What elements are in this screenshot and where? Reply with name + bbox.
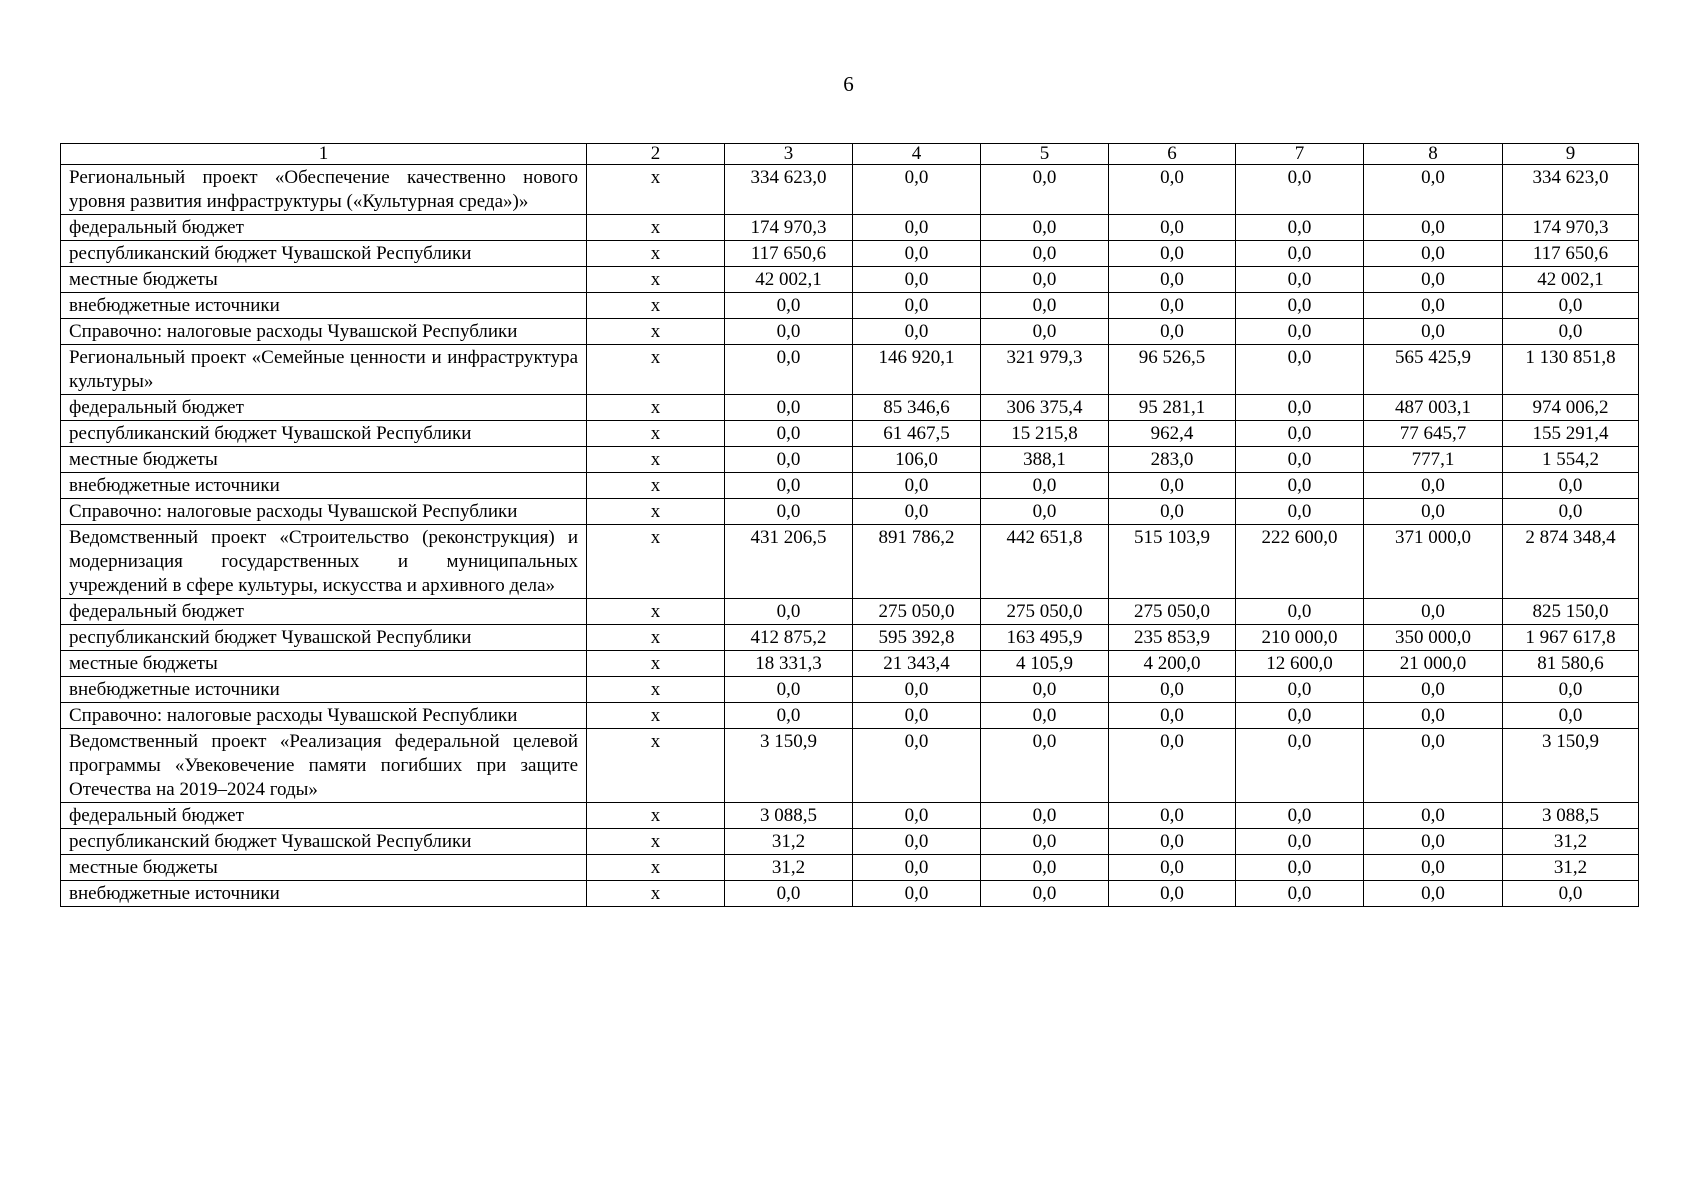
value-cell: 412 875,2 [725, 625, 853, 651]
value-cell: 0,0 [1109, 703, 1236, 729]
row-col2-cell: х [587, 803, 725, 829]
header-cell: 9 [1503, 144, 1639, 165]
header-cell: 4 [853, 144, 981, 165]
value-cell: 0,0 [981, 267, 1109, 293]
value-cell: 0,0 [1109, 215, 1236, 241]
value-cell: 777,1 [1364, 447, 1503, 473]
value-cell: 388,1 [981, 447, 1109, 473]
value-cell: 2 874 348,4 [1503, 525, 1639, 599]
value-cell: 0,0 [725, 447, 853, 473]
header-cell: 3 [725, 144, 853, 165]
value-cell: 0,0 [981, 473, 1109, 499]
value-cell: 0,0 [853, 499, 981, 525]
table-row [61, 499, 1639, 525]
value-cell: 0,0 [1109, 829, 1236, 855]
value-cell: 0,0 [1109, 241, 1236, 267]
value-cell: 0,0 [1236, 829, 1364, 855]
value-cell: 0,0 [981, 729, 1109, 803]
value-cell: 595 392,8 [853, 625, 981, 651]
table-row [61, 599, 1639, 625]
value-cell: 96 526,5 [1109, 345, 1236, 395]
value-cell: 0,0 [853, 293, 981, 319]
row-name-cell: республиканский бюджет Чувашской Республики [61, 625, 587, 651]
table-row [61, 395, 1639, 421]
row-col2-cell: х [587, 829, 725, 855]
value-cell: 0,0 [853, 881, 981, 907]
value-cell: 77 645,7 [1364, 421, 1503, 447]
table-row [61, 421, 1639, 447]
value-cell: 0,0 [1236, 293, 1364, 319]
value-cell: 0,0 [1109, 855, 1236, 881]
table-row [61, 703, 1639, 729]
table-row [61, 829, 1639, 855]
value-cell: 283,0 [1109, 447, 1236, 473]
value-cell: 174 970,3 [725, 215, 853, 241]
row-name-cell: федеральный бюджет [61, 599, 587, 625]
value-cell: 0,0 [1503, 293, 1639, 319]
value-cell: 85 346,6 [853, 395, 981, 421]
value-cell: 21 000,0 [1364, 651, 1503, 677]
value-cell: 0,0 [853, 319, 981, 345]
value-cell: 0,0 [1236, 241, 1364, 267]
value-cell: 31,2 [1503, 855, 1639, 881]
value-cell: 4 105,9 [981, 651, 1109, 677]
value-cell: 321 979,3 [981, 345, 1109, 395]
row-name-cell: федеральный бюджет [61, 803, 587, 829]
value-cell: 0,0 [1236, 677, 1364, 703]
value-cell: 31,2 [1503, 829, 1639, 855]
row-col2-cell: х [587, 729, 725, 803]
value-cell: 0,0 [1236, 421, 1364, 447]
row-name-cell: внебюджетные источники [61, 293, 587, 319]
row-name-cell: Региональный проект «Семейные ценности и инфраструктура культуры» [61, 345, 587, 395]
value-cell: 0,0 [1364, 319, 1503, 345]
value-cell: 0,0 [1364, 499, 1503, 525]
value-cell: 515 103,9 [1109, 525, 1236, 599]
value-cell: 0,0 [725, 881, 853, 907]
value-cell: 0,0 [853, 677, 981, 703]
row-name-cell: Ведомственный проект «Строительство (реконструкция) и модернизация государственных и муниципальных учреждений в сфере культуры, искусства и архивного дела» [61, 525, 587, 599]
value-cell: 0,0 [1236, 165, 1364, 215]
value-cell: 0,0 [1364, 215, 1503, 241]
value-cell: 21 343,4 [853, 651, 981, 677]
row-name-cell: республиканский бюджет Чувашской Республики [61, 421, 587, 447]
row-name-cell: республиканский бюджет Чувашской Республики [61, 829, 587, 855]
table-row [61, 215, 1639, 241]
value-cell: 0,0 [1236, 703, 1364, 729]
value-cell: 0,0 [1364, 803, 1503, 829]
value-cell: 442 651,8 [981, 525, 1109, 599]
row-col2-cell: х [587, 703, 725, 729]
table-row [61, 729, 1639, 803]
row-col2-cell: х [587, 241, 725, 267]
value-cell: 0,0 [981, 499, 1109, 525]
value-cell: 0,0 [1364, 267, 1503, 293]
row-col2-cell: х [587, 625, 725, 651]
row-col2-cell: х [587, 267, 725, 293]
value-cell: 0,0 [981, 241, 1109, 267]
value-cell: 0,0 [981, 855, 1109, 881]
value-cell: 0,0 [725, 703, 853, 729]
value-cell: 487 003,1 [1364, 395, 1503, 421]
value-cell: 0,0 [1364, 599, 1503, 625]
value-cell: 0,0 [1364, 165, 1503, 215]
value-cell: 81 580,6 [1503, 651, 1639, 677]
value-cell: 210 000,0 [1236, 625, 1364, 651]
value-cell: 0,0 [853, 165, 981, 215]
value-cell: 0,0 [1236, 395, 1364, 421]
row-col2-cell: х [587, 499, 725, 525]
row-col2-cell: х [587, 345, 725, 395]
table-row [61, 293, 1639, 319]
value-cell: 163 495,9 [981, 625, 1109, 651]
value-cell: 0,0 [1503, 319, 1639, 345]
value-cell: 0,0 [853, 829, 981, 855]
value-cell: 0,0 [725, 421, 853, 447]
value-cell: 0,0 [853, 215, 981, 241]
value-cell: 0,0 [1364, 829, 1503, 855]
value-cell: 235 853,9 [1109, 625, 1236, 651]
row-name-cell: Справочно: налоговые расходы Чувашской Республики [61, 499, 587, 525]
table-row [61, 803, 1639, 829]
row-col2-cell: х [587, 677, 725, 703]
value-cell: 3 150,9 [1503, 729, 1639, 803]
value-cell: 0,0 [1364, 881, 1503, 907]
table-row [61, 165, 1639, 215]
value-cell: 0,0 [1364, 241, 1503, 267]
table-row [61, 473, 1639, 499]
value-cell: 95 281,1 [1109, 395, 1236, 421]
table-row [61, 267, 1639, 293]
value-cell: 275 050,0 [1109, 599, 1236, 625]
value-cell: 42 002,1 [1503, 267, 1639, 293]
value-cell: 0,0 [1109, 319, 1236, 345]
table-row [61, 881, 1639, 907]
value-cell: 3 088,5 [1503, 803, 1639, 829]
row-name-cell: местные бюджеты [61, 651, 587, 677]
value-cell: 0,0 [981, 677, 1109, 703]
value-cell: 0,0 [1109, 499, 1236, 525]
row-col2-cell: х [587, 599, 725, 625]
row-name-cell: Региональный проект «Обеспечение качественно нового уровня развития инфраструктуры («Культурная среда»)» [61, 165, 587, 215]
value-cell: 0,0 [1503, 473, 1639, 499]
value-cell: 275 050,0 [853, 599, 981, 625]
value-cell: 31,2 [725, 855, 853, 881]
value-cell: 0,0 [1364, 729, 1503, 803]
value-cell: 431 206,5 [725, 525, 853, 599]
row-name-cell: республиканский бюджет Чувашской Республики [61, 241, 587, 267]
table-row [61, 447, 1639, 473]
row-name-cell: внебюджетные источники [61, 677, 587, 703]
value-cell: 0,0 [1236, 499, 1364, 525]
value-cell: 0,0 [1503, 677, 1639, 703]
value-cell: 371 000,0 [1364, 525, 1503, 599]
value-cell: 0,0 [1364, 473, 1503, 499]
row-col2-cell: х [587, 165, 725, 215]
table-row [61, 345, 1639, 395]
value-cell: 0,0 [1109, 729, 1236, 803]
value-cell: 306 375,4 [981, 395, 1109, 421]
value-cell: 334 623,0 [725, 165, 853, 215]
value-cell: 0,0 [1109, 293, 1236, 319]
value-cell: 0,0 [853, 703, 981, 729]
row-name-cell: федеральный бюджет [61, 395, 587, 421]
row-col2-cell: х [587, 651, 725, 677]
value-cell: 0,0 [981, 803, 1109, 829]
row-name-cell: Справочно: налоговые расходы Чувашской Республики [61, 703, 587, 729]
value-cell: 117 650,6 [1503, 241, 1639, 267]
value-cell: 0,0 [1364, 677, 1503, 703]
table-row [61, 525, 1639, 599]
value-cell: 12 600,0 [1236, 651, 1364, 677]
value-cell: 334 623,0 [1503, 165, 1639, 215]
value-cell: 565 425,9 [1364, 345, 1503, 395]
table-row [61, 677, 1639, 703]
value-cell: 31,2 [725, 829, 853, 855]
value-cell: 0,0 [1236, 447, 1364, 473]
row-name-cell: местные бюджеты [61, 267, 587, 293]
row-name-cell: местные бюджеты [61, 855, 587, 881]
value-cell: 0,0 [725, 473, 853, 499]
value-cell: 0,0 [1236, 473, 1364, 499]
table-row [61, 241, 1639, 267]
value-cell: 0,0 [981, 703, 1109, 729]
value-cell: 0,0 [981, 293, 1109, 319]
value-cell: 18 331,3 [725, 651, 853, 677]
value-cell: 0,0 [981, 319, 1109, 345]
budget-table [60, 143, 1639, 907]
value-cell: 155 291,4 [1503, 421, 1639, 447]
value-cell: 0,0 [1236, 319, 1364, 345]
value-cell: 0,0 [1236, 345, 1364, 395]
value-cell: 61 467,5 [853, 421, 981, 447]
value-cell: 0,0 [1236, 215, 1364, 241]
value-cell: 0,0 [1236, 855, 1364, 881]
value-cell: 0,0 [725, 345, 853, 395]
value-cell: 0,0 [853, 803, 981, 829]
value-cell: 0,0 [725, 499, 853, 525]
table-row [61, 625, 1639, 651]
value-cell: 825 150,0 [1503, 599, 1639, 625]
value-cell: 3 088,5 [725, 803, 853, 829]
header-cell: 5 [981, 144, 1109, 165]
table-row [61, 651, 1639, 677]
value-cell: 4 200,0 [1109, 651, 1236, 677]
page-number: 6 [843, 72, 854, 96]
header-cell: 6 [1109, 144, 1236, 165]
value-cell: 0,0 [853, 267, 981, 293]
header-cell: 2 [587, 144, 725, 165]
value-cell: 106,0 [853, 447, 981, 473]
value-cell: 0,0 [853, 729, 981, 803]
value-cell: 0,0 [981, 215, 1109, 241]
row-col2-cell: х [587, 473, 725, 499]
row-col2-cell: х [587, 855, 725, 881]
row-col2-cell: х [587, 293, 725, 319]
header-cell: 8 [1364, 144, 1503, 165]
value-cell: 350 000,0 [1364, 625, 1503, 651]
value-cell: 174 970,3 [1503, 215, 1639, 241]
value-cell: 0,0 [853, 241, 981, 267]
value-cell: 0,0 [1236, 881, 1364, 907]
header-row [61, 144, 1639, 165]
table-row [61, 855, 1639, 881]
value-cell: 962,4 [1109, 421, 1236, 447]
row-name-cell: местные бюджеты [61, 447, 587, 473]
value-cell: 0,0 [1364, 293, 1503, 319]
value-cell: 0,0 [981, 881, 1109, 907]
table-row [61, 319, 1639, 345]
value-cell: 0,0 [1109, 267, 1236, 293]
value-cell: 0,0 [1109, 473, 1236, 499]
value-cell: 0,0 [1364, 855, 1503, 881]
row-col2-cell: х [587, 881, 725, 907]
value-cell: 0,0 [1236, 803, 1364, 829]
value-cell: 1 967 617,8 [1503, 625, 1639, 651]
value-cell: 0,0 [1503, 881, 1639, 907]
row-col2-cell: х [587, 395, 725, 421]
row-col2-cell: х [587, 215, 725, 241]
value-cell: 3 150,9 [725, 729, 853, 803]
table-body [61, 144, 1639, 907]
value-cell: 117 650,6 [725, 241, 853, 267]
value-cell: 275 050,0 [981, 599, 1109, 625]
value-cell: 0,0 [1109, 803, 1236, 829]
row-name-cell: федеральный бюджет [61, 215, 587, 241]
row-name-cell: Ведомственный проект «Реализация федеральной целевой программы «Увековечение памяти погибших при защите Отечества на 2019–2024 годы» [61, 729, 587, 803]
value-cell: 0,0 [1236, 599, 1364, 625]
value-cell: 0,0 [725, 319, 853, 345]
value-cell: 0,0 [1503, 703, 1639, 729]
value-cell: 42 002,1 [725, 267, 853, 293]
value-cell: 0,0 [1236, 729, 1364, 803]
value-cell: 0,0 [1109, 677, 1236, 703]
value-cell: 0,0 [1236, 267, 1364, 293]
row-name-cell: Справочно: налоговые расходы Чувашской Республики [61, 319, 587, 345]
header-cell: 7 [1236, 144, 1364, 165]
value-cell: 891 786,2 [853, 525, 981, 599]
row-col2-cell: х [587, 525, 725, 599]
header-cell: 1 [61, 144, 587, 165]
value-cell: 0,0 [1364, 703, 1503, 729]
value-cell: 0,0 [1109, 881, 1236, 907]
value-cell: 0,0 [725, 293, 853, 319]
value-cell: 146 920,1 [853, 345, 981, 395]
value-cell: 0,0 [1503, 499, 1639, 525]
value-cell: 0,0 [725, 677, 853, 703]
value-cell: 0,0 [981, 829, 1109, 855]
value-cell: 1 554,2 [1503, 447, 1639, 473]
value-cell: 222 600,0 [1236, 525, 1364, 599]
row-name-cell: внебюджетные источники [61, 473, 587, 499]
value-cell: 0,0 [1109, 165, 1236, 215]
value-cell: 0,0 [725, 599, 853, 625]
row-name-cell: внебюджетные источники [61, 881, 587, 907]
row-col2-cell: х [587, 319, 725, 345]
row-col2-cell: х [587, 447, 725, 473]
value-cell: 974 006,2 [1503, 395, 1639, 421]
value-cell: 0,0 [853, 855, 981, 881]
value-cell: 0,0 [853, 473, 981, 499]
value-cell: 1 130 851,8 [1503, 345, 1639, 395]
value-cell: 0,0 [981, 165, 1109, 215]
value-cell: 15 215,8 [981, 421, 1109, 447]
row-col2-cell: х [587, 421, 725, 447]
value-cell: 0,0 [725, 395, 853, 421]
